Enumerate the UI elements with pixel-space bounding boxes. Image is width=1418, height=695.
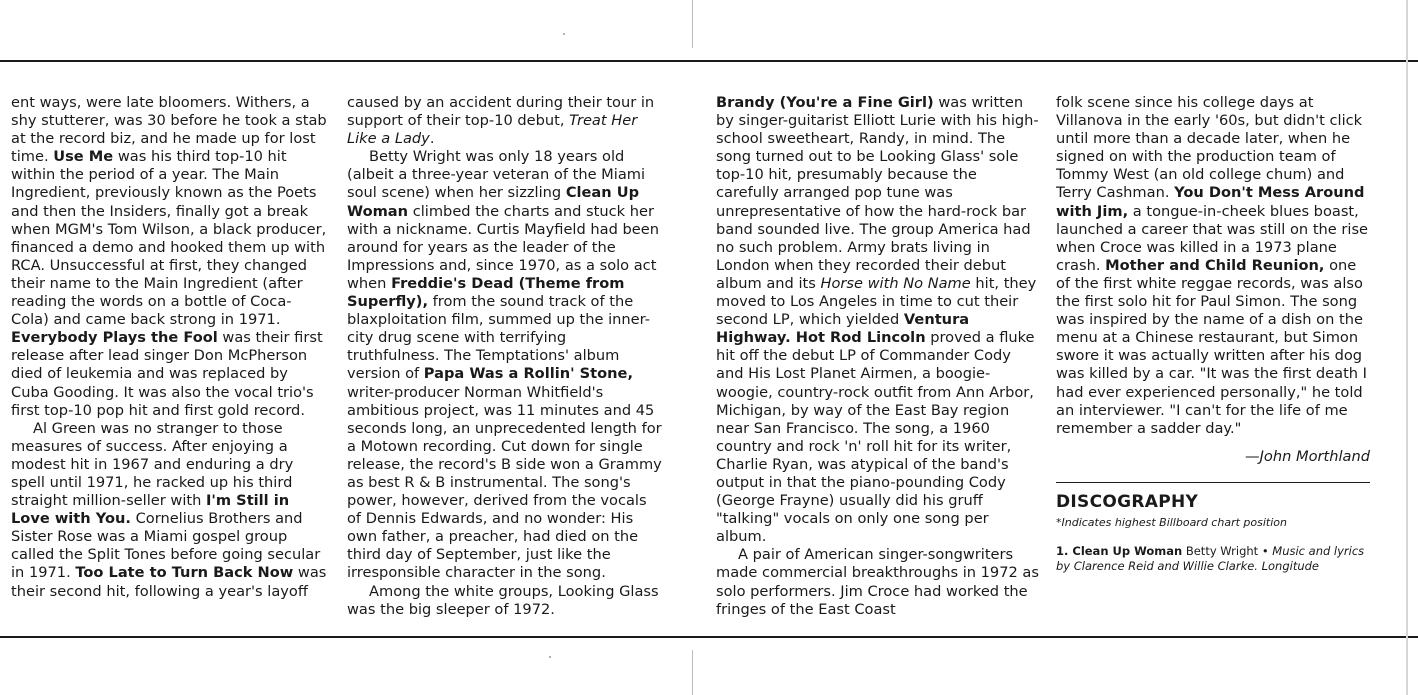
discography-note: *Indicates highest Billboard chart position	[1056, 515, 1287, 529]
top-rule	[0, 60, 1418, 62]
speck	[549, 656, 551, 658]
song-title: Everybody Plays the Fool	[11, 329, 218, 347]
page-fold-line	[692, 650, 693, 695]
text-run: Betty Wright was only 18 years old (albeit a three-year veteran of the Miami soul scene) when her sizzling	[347, 148, 646, 202]
text-run: one of the first white reggae records, was also the first solo hit for Paul Simon. The song was inspired by the name of a dish on the menu at a Chinese restaurant, but Simon swore it was actually written after his dog was killed by a car. "It was the first death I had ever experienced personally," he told an interviewer. "I can't for the life of me remember a sadder day."	[1056, 256, 1367, 437]
text-run: from the sound track of the blaxploitation film, summed up the inner-city drug scene with terrifying truthfulness. The Temptations' album version of	[347, 293, 650, 383]
paragraph	[347, 583, 663, 619]
song-title: I'm Still in Love with You.	[11, 492, 290, 528]
text-run: climbed the charts and stuck her with a nickname. Curtis Mayfield had been around for years as the leader of the Impressions and, since 1970, as a solo act when	[347, 202, 659, 292]
text-run: was written by singer-guitarist Elliott Lurie with his high-school sweetheart, Randy, in mind. The song turned out to be Looking Glass' sole top-10 hit, presumably because the carefully arranged pop tune was unrepresentative of how the hard-rock bar band sounded live. The group America had no such problem. Army brats living in London when they recorded their debut album and its	[716, 94, 1039, 292]
entry-artist: Betty Wright •	[1182, 543, 1273, 558]
page-fold-line	[692, 0, 693, 48]
song-title: Ventura Highway. Hot Rod Lincoln	[716, 311, 970, 347]
text-run: Cornelius Brothers and Sister Rose was a Miami gospel group called the Split Tones before going secular in 1971.	[11, 510, 321, 582]
text-column-4	[1056, 94, 1370, 574]
song-title: Too Late to Turn Back Now	[75, 564, 294, 582]
column-body	[1056, 94, 1370, 438]
italic-title: Horse with No Name	[820, 274, 971, 292]
text-run: was their first release after lead singer Don McPherson died of leukemia and was replaced by Cuba Gooding. It was also the vocal trio's first top-10 pop hit and first gold record.	[11, 329, 323, 419]
entry-credits: Music and lyrics by Clarence Reid and Willie Clarke. Longitude	[1056, 543, 1365, 573]
author-signature: —John Morthland	[1245, 447, 1370, 465]
text-run: was their second hit, following a year's layoff	[11, 564, 327, 600]
entry-title: 1. Clean Up Woman	[1056, 543, 1183, 558]
paragraph	[11, 420, 327, 601]
text-column-1	[11, 94, 327, 601]
song-title: Mother and Child Reunion,	[1105, 256, 1325, 274]
song-title: Brandy (You're a Fine Girl)	[716, 94, 934, 111]
paragraph	[11, 94, 327, 420]
italic-title: Treat Her Like a Lady	[347, 112, 638, 148]
discography-rule	[1056, 482, 1370, 483]
text-run: hit, they moved to Los Angeles in time to cut their second LP, which yielded	[716, 274, 1037, 329]
song-title: Freddie's Dead (Theme from Superfly),	[347, 274, 625, 311]
text-run: folk scene since his college days at Villanova in the early '60s, but didn't click until more than a decade later, when he signed on with the production team of Tommy West (an old college chum) and Terry Cashman.	[1056, 94, 1363, 202]
page-edge	[1406, 0, 1408, 695]
text-run: caused by an accident during their tour in support of their top-10 debut,	[347, 94, 655, 130]
song-title: Use Me	[53, 148, 114, 166]
song-title: Clean Up Woman	[347, 184, 640, 220]
paragraph	[347, 94, 663, 148]
song-title: You Don't Mess Around with Jim,	[1056, 184, 1365, 220]
paragraph	[347, 148, 663, 582]
text-run: ent ways, were late bloomers. Withers, a shy stutterer, was 30 before he took a stab at the record biz, and he made up for lost time.	[11, 94, 327, 166]
discography-heading: DISCOGRAPHY	[1056, 491, 1199, 512]
paragraph	[716, 546, 1042, 618]
text-run: a tongue-in-cheek blues boast, launched a career that was still on the rise when Croce was killed in a 1973 plane crash.	[1056, 202, 1369, 274]
text-run: was his third top-10 hit within the period of a year. The Main Ingredient, previously known as the Poets and then the Insiders, finally got a break when MGM's Tom Wilson, a black producer, financed a demo and hooked them up with RCA. Unsuccessful at first, they changed their name to the Main Ingredient (after reading the words on a bottle of Coca-Cola) and came back strong in 1971.	[11, 148, 327, 329]
text-column-2	[347, 94, 663, 619]
discography-entry	[1056, 544, 1370, 574]
text-run: .	[429, 130, 435, 148]
text-column-3	[716, 94, 1042, 619]
speck	[563, 33, 565, 35]
text-run: writer-producer Norman Whitfield's ambitious project, was 11 minutes and 45 seconds long, an unprecedented length for a Motown recording. Cut down for single release, the record's B side won a Grammy as best R & B instrumental. The song's power, however, derived from the vocals of Dennis Edwards, and no wonder: His own father, a preacher, had died on the third day of September, just like the irresponsible character in the song.	[347, 383, 662, 582]
song-title: Papa Was a Rollin' Stone,	[423, 365, 633, 383]
bottom-rule	[0, 636, 1418, 638]
text-run: A pair of American singer-songwriters made commercial breakthroughs in 1972 as solo performers. Jim Croce had worked the fringes of the East Coast	[716, 546, 1039, 618]
paragraph	[716, 94, 1042, 546]
text-run: proved a fluke hit off the debut LP of Commander Cody and His Lost Planet Airmen, a boogie-woogie, country-rock outfit from Ann Arbor, Michigan, by way of the East Bay region near San Francisco. The song, a 1960 country and rock 'n' roll hit for its writer, Charlie Ryan, was atypical of the band's output in that the piano-pounding Cody (George Frayne) usually did his gruff "talking" vocals on only one song per album.	[716, 329, 1035, 546]
paragraph	[1056, 94, 1370, 438]
text-run: Among the white groups, Looking Glass was the big sleeper of 1972.	[347, 582, 659, 618]
text-run: Al Green was no stranger to those measures of success. After enjoying a modest hit in 1967 and enduring a dry spell until 1971, he racked up his third straight million-seller with	[11, 419, 294, 510]
